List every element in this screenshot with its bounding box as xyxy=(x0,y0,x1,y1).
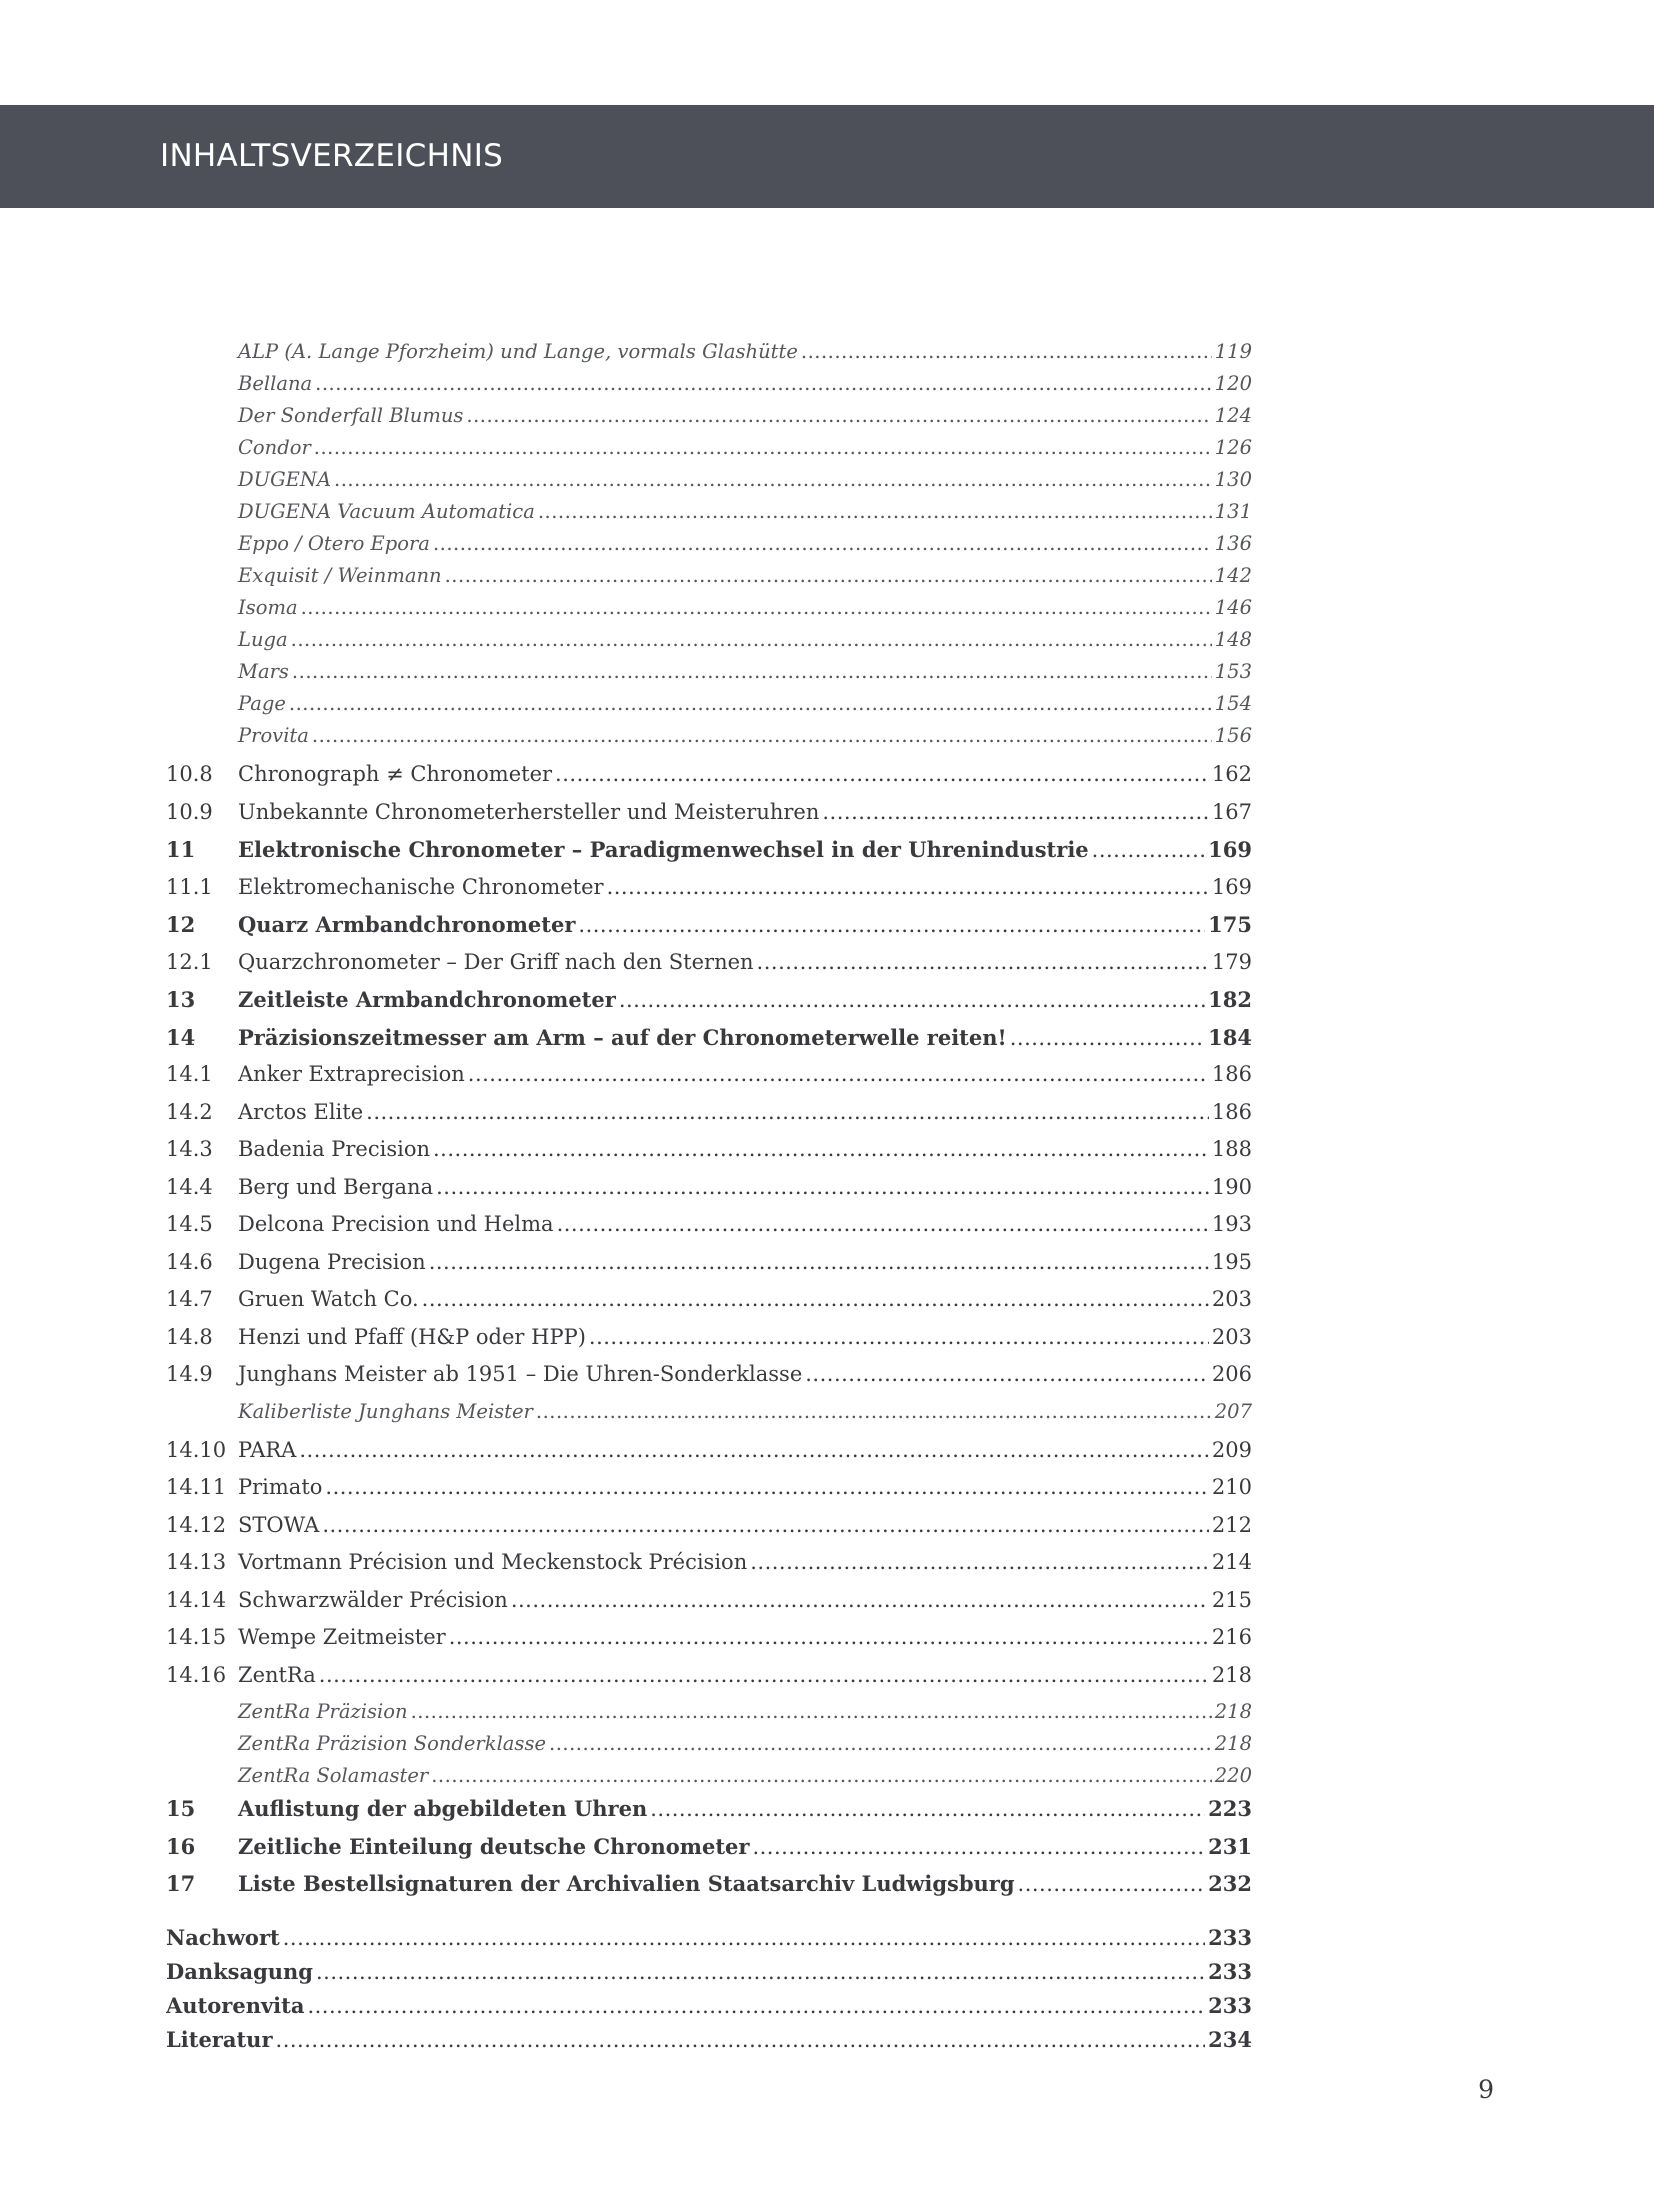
toc-entry-title: Junghans Meister ab 1951 – Die Uhren-Sonderklasse xyxy=(238,1362,803,1386)
dot-leader xyxy=(312,724,1212,747)
toc-page-number: 234 xyxy=(1208,2026,1252,2052)
toc-page-number: 131 xyxy=(1214,500,1252,523)
dot-leader xyxy=(307,1994,1205,2018)
toc-entry[interactable] xyxy=(166,1325,1252,1363)
toc-subentry[interactable] xyxy=(166,372,1252,404)
dot-leader xyxy=(334,468,1212,491)
toc-chapter-entry[interactable] xyxy=(166,1834,1252,1872)
toc-entry-title: Vortmann Précision und Meckenstock Précision xyxy=(238,1550,748,1574)
toc-entry-title: Dugena Precision xyxy=(238,1249,426,1274)
toc-entry-number: 14.2 xyxy=(166,1099,213,1124)
dot-leader xyxy=(557,1212,1209,1236)
page-number: 9 xyxy=(1478,2075,1494,2104)
toc-page-number: 220 xyxy=(1214,1764,1252,1787)
toc-page-number: 142 xyxy=(1214,564,1252,587)
dot-leader xyxy=(449,1625,1209,1649)
dot-leader xyxy=(650,1797,1205,1821)
toc-entry[interactable] xyxy=(166,875,1252,913)
toc-entry-number: 14.16 xyxy=(166,1662,227,1687)
toc-entry-number: 12 xyxy=(166,912,196,937)
dot-leader xyxy=(619,988,1205,1012)
toc-subentry-title: Eppo / Otero Epora xyxy=(238,532,430,555)
toc-entry-number: 12.1 xyxy=(166,949,213,974)
toc-page-number: 167 xyxy=(1211,799,1252,824)
dot-leader xyxy=(314,436,1212,459)
toc-entry-number: 16 xyxy=(166,1833,196,1859)
toc-page-number: 218 xyxy=(1211,1662,1252,1687)
toc-entry-number: 14.6 xyxy=(166,1249,213,1274)
dot-leader xyxy=(538,500,1212,523)
toc-subentry[interactable] xyxy=(166,660,1252,692)
toc-subentry[interactable] xyxy=(166,500,1252,532)
toc-entry-title: ZentRa xyxy=(238,1662,316,1687)
toc-entry-number: 14.14 xyxy=(166,1587,227,1612)
toc-page-number: 120 xyxy=(1214,372,1252,395)
dot-leader xyxy=(578,913,1205,937)
toc-entry[interactable] xyxy=(166,1287,1252,1325)
toc-entry-title: Arctos Elite xyxy=(238,1099,364,1124)
toc-entry[interactable] xyxy=(166,1175,1252,1213)
toc-entry-title: Liste Bestellsignaturen der Archivalien Staatsarchiv Ludwigsburg xyxy=(238,1871,1015,1896)
dot-leader xyxy=(291,628,1212,651)
toc-entry-number: 14.3 xyxy=(166,1137,213,1161)
toc-page-number: 209 xyxy=(1211,1437,1252,1462)
dot-leader xyxy=(366,1100,1209,1124)
toc-entry-title: Chronograph ≠ Chronometer xyxy=(238,762,553,786)
toc-subentry-title: Mars xyxy=(238,660,289,683)
dot-leader xyxy=(422,1287,1209,1311)
toc-subentry-title: ALP (A. Lange Pforzheim) und Lange, vormals Glashütte xyxy=(238,340,798,363)
dot-leader xyxy=(433,1137,1209,1161)
toc-entry-number: 11.1 xyxy=(166,874,213,899)
toc-subentry-title: ZentRa Präzision xyxy=(238,1700,408,1723)
toc-page-number: 154 xyxy=(1214,692,1252,715)
toc-entry-number: 10.8 xyxy=(166,762,213,786)
toc-entry-number: 14.4 xyxy=(166,1174,213,1199)
toc-page-number: 126 xyxy=(1214,436,1252,459)
toc-subentry[interactable] xyxy=(166,532,1252,564)
toc-page-number: 231 xyxy=(1208,1833,1252,1859)
toc-entry-title: Delcona Precision und Helma xyxy=(238,1212,554,1236)
dot-leader xyxy=(1010,1026,1205,1050)
toc-entry[interactable] xyxy=(166,1212,1252,1250)
toc-entry-title: Zeitleiste Armbandchronometer xyxy=(238,987,616,1012)
toc-entry[interactable] xyxy=(166,1438,1252,1476)
toc-page-number: 148 xyxy=(1214,628,1252,651)
dot-leader xyxy=(801,340,1212,363)
toc-chapter-entry[interactable] xyxy=(166,912,1252,950)
toc-subentry[interactable] xyxy=(166,692,1252,724)
toc-chapter-entry[interactable] xyxy=(166,1796,1252,1834)
dot-leader xyxy=(445,564,1212,587)
dot-leader xyxy=(436,1175,1209,1199)
toc-entry[interactable] xyxy=(166,1513,1252,1551)
toc-page-number: 162 xyxy=(1211,762,1252,786)
toc-entry-title: Danksagung xyxy=(166,1958,313,1984)
toc-entry-number: 14.8 xyxy=(166,1324,213,1349)
toc-entry-title: Zeitliche Einteilung deutsche Chronometer xyxy=(238,1833,750,1859)
toc-entry-title: Unbekannte Chronometerhersteller und Meisteruhren xyxy=(238,799,820,824)
table-of-contents xyxy=(166,340,1252,2061)
toc-entry-number: 14.7 xyxy=(166,1287,213,1311)
dot-leader xyxy=(555,762,1209,786)
toc-entry-title: Wempe Zeitmeister xyxy=(238,1625,446,1649)
toc-entry[interactable] xyxy=(166,1550,1252,1588)
toc-subentry-title: Condor xyxy=(238,436,311,459)
toc-subentry[interactable] xyxy=(166,564,1252,596)
toc-subentry-title: Luga xyxy=(238,628,288,651)
toc-subentry[interactable] xyxy=(166,468,1252,500)
toc-page-number: 153 xyxy=(1214,660,1252,683)
toc-page-number: 156 xyxy=(1214,724,1252,747)
toc-page-number: 203 xyxy=(1211,1324,1252,1349)
toc-subentry-title: ZentRa Präzision Sonderklasse xyxy=(238,1732,546,1755)
toc-entry[interactable] xyxy=(166,1062,1252,1100)
toc-entry-title: Elektronische Chronometer – Paradigmenwechsel in der Uhrenindustrie xyxy=(238,837,1089,862)
toc-entry[interactable] xyxy=(166,950,1252,988)
toc-page-number: 190 xyxy=(1211,1174,1252,1199)
toc-page-number: 203 xyxy=(1211,1287,1252,1311)
toc-entry-number: 14.12 xyxy=(166,1512,227,1537)
toc-page-number: 182 xyxy=(1208,987,1252,1012)
dot-leader xyxy=(301,596,1212,619)
toc-chapter-entry[interactable] xyxy=(166,987,1252,1025)
toc-entry[interactable] xyxy=(166,1663,1252,1701)
toc-page-number: 233 xyxy=(1208,1958,1252,1984)
toc-page-number: 206 xyxy=(1211,1362,1252,1386)
toc-entry-title: Literatur xyxy=(166,2026,273,2052)
toc-entry-title: PARA xyxy=(238,1437,297,1462)
toc-subentry-title: DUGENA xyxy=(238,468,332,491)
toc-page-number: 214 xyxy=(1211,1550,1252,1574)
dot-leader xyxy=(319,1663,1209,1687)
toc-entry-title: Präzisionszeitmesser am Arm – auf der Chronometerwelle reiten! xyxy=(238,1024,1007,1050)
dot-leader xyxy=(276,2028,1206,2052)
toc-page-number: 136 xyxy=(1214,532,1252,555)
toc-subentry-title: Provita xyxy=(238,724,309,747)
toc-entry[interactable] xyxy=(166,1100,1252,1138)
toc-page-number: 169 xyxy=(1211,874,1252,899)
toc-page-number: 186 xyxy=(1211,1062,1252,1086)
dot-leader xyxy=(466,404,1211,427)
toc-entry-title: Quarz Armbandchronometer xyxy=(238,912,576,937)
toc-back-matter-entry[interactable] xyxy=(166,2027,1252,2061)
toc-entry[interactable] xyxy=(166,1137,1252,1175)
toc-entry[interactable] xyxy=(166,762,1252,800)
toc-page-number: 130 xyxy=(1214,468,1252,491)
toc-page-number: 210 xyxy=(1211,1475,1252,1499)
toc-page-number: 233 xyxy=(1208,1992,1252,2018)
dot-leader xyxy=(757,950,1209,974)
toc-entry[interactable] xyxy=(166,1362,1252,1400)
toc-entry-title: Primato xyxy=(238,1475,323,1499)
header-bar xyxy=(0,105,1654,208)
toc-entry-number: 14.10 xyxy=(166,1437,227,1462)
toc-back-matter-entry[interactable] xyxy=(166,1959,1252,1993)
toc-entry-number: 15 xyxy=(166,1796,196,1821)
toc-page-number: 175 xyxy=(1208,912,1252,937)
toc-entry[interactable] xyxy=(166,1250,1252,1288)
toc-entry-title: Gruen Watch Co. xyxy=(238,1287,419,1311)
toc-entry-number: 14.15 xyxy=(166,1625,227,1649)
toc-entry[interactable] xyxy=(166,800,1252,838)
dot-leader xyxy=(805,1362,1209,1386)
toc-subentry[interactable] xyxy=(166,1400,1252,1438)
toc-page-number: 184 xyxy=(1208,1024,1252,1050)
toc-entry-number: 14.13 xyxy=(166,1550,227,1574)
dot-leader xyxy=(589,1325,1209,1349)
dot-leader xyxy=(1018,1872,1206,1896)
toc-subentry-title: DUGENA Vacuum Automatica xyxy=(238,500,535,523)
toc-entry-title: Elektromechanische Chronometer xyxy=(238,874,604,899)
toc-entry-title: Quarzchronometer – Der Griff nach den Sternen xyxy=(238,949,754,974)
toc-entry-number: 14.11 xyxy=(166,1475,227,1499)
toc-subentry-title: Kaliberliste Junghans Meister xyxy=(238,1399,533,1423)
dot-leader xyxy=(433,532,1212,555)
toc-page-number: 193 xyxy=(1211,1212,1252,1236)
dot-leader xyxy=(822,800,1209,824)
toc-page-number: 218 xyxy=(1214,1700,1252,1723)
toc-page-number: 233 xyxy=(1208,1924,1252,1950)
toc-back-matter-entry[interactable] xyxy=(166,1993,1252,2027)
toc-page-number: 179 xyxy=(1211,949,1252,974)
toc-subentry-title: Bellana xyxy=(238,372,313,395)
toc-subentry[interactable] xyxy=(166,404,1252,436)
toc-entry-title: Berg und Bergana xyxy=(238,1174,434,1199)
toc-page-number: 188 xyxy=(1211,1137,1252,1161)
toc-entry[interactable] xyxy=(166,1475,1252,1513)
dot-leader xyxy=(411,1700,1212,1723)
toc-page-number: 124 xyxy=(1214,404,1252,427)
dot-leader xyxy=(511,1588,1209,1612)
toc-subentry-title: ZentRa Solamaster xyxy=(238,1764,429,1787)
toc-entry[interactable] xyxy=(166,1625,1252,1663)
dot-leader xyxy=(289,692,1212,715)
dot-leader xyxy=(1092,838,1206,862)
toc-subentry[interactable] xyxy=(166,628,1252,660)
toc-page-number: 223 xyxy=(1208,1796,1252,1821)
toc-entry-number: 14 xyxy=(166,1024,196,1050)
toc-entry[interactable] xyxy=(166,1588,1252,1626)
toc-entry-title: Auflistung der abgebildeten Uhren xyxy=(238,1796,648,1821)
toc-entry-title: Henzi und Pfaff (H&P oder HPP) xyxy=(238,1324,586,1349)
dot-leader xyxy=(316,1960,1205,1984)
toc-entry-number: 14.5 xyxy=(166,1212,213,1236)
toc-chapter-entry[interactable] xyxy=(166,837,1252,875)
toc-page-number: 186 xyxy=(1211,1099,1252,1124)
dot-leader xyxy=(750,1550,1209,1574)
toc-entry-number: 10.9 xyxy=(166,799,213,824)
toc-subentry[interactable] xyxy=(166,596,1252,628)
dot-leader xyxy=(325,1475,1209,1499)
toc-page-number: 207 xyxy=(1214,1399,1252,1423)
toc-entry-title: Badenia Precision xyxy=(238,1137,430,1161)
dot-leader xyxy=(283,1926,1205,1950)
toc-page-number: 216 xyxy=(1211,1625,1252,1649)
dot-leader xyxy=(752,1835,1205,1859)
dot-leader xyxy=(299,1438,1209,1462)
toc-entry-number: 17 xyxy=(166,1871,196,1896)
toc-subentry[interactable] xyxy=(166,1700,1252,1732)
toc-page-number: 146 xyxy=(1214,596,1252,619)
toc-page-number: 169 xyxy=(1208,837,1252,862)
toc-entry-number: 13 xyxy=(166,987,196,1012)
toc-chapter-entry[interactable] xyxy=(166,1871,1252,1909)
toc-entry-number: 14.9 xyxy=(166,1362,213,1386)
dot-leader xyxy=(468,1062,1209,1086)
dot-leader xyxy=(429,1250,1209,1274)
toc-subentry[interactable] xyxy=(166,1732,1252,1764)
toc-subentry-title: Page xyxy=(238,692,286,715)
toc-entry-number: 14.1 xyxy=(166,1062,213,1086)
dot-leader xyxy=(292,660,1212,683)
dot-leader xyxy=(536,1400,1212,1423)
toc-subentry-title: Isoma xyxy=(238,596,298,619)
toc-subentry[interactable] xyxy=(166,724,1252,756)
toc-entry-title: Nachwort xyxy=(166,1924,280,1950)
toc-subentry-title: Exquisit / Weinmann xyxy=(238,564,442,587)
toc-subentry[interactable] xyxy=(166,1764,1252,1796)
dot-leader xyxy=(431,1764,1212,1787)
toc-subentry-title: Der Sonderfall Blumus xyxy=(238,404,464,427)
toc-entry-title: STOWA xyxy=(238,1512,320,1537)
toc-entry-title: Schwarzwälder Précision xyxy=(238,1587,508,1612)
toc-page-number: 212 xyxy=(1211,1512,1252,1537)
toc-page-number: 195 xyxy=(1211,1249,1252,1274)
toc-entry-title: Autorenvita xyxy=(166,1992,305,2018)
toc-page-number: 232 xyxy=(1208,1871,1252,1896)
toc-page-number: 218 xyxy=(1214,1732,1252,1755)
toc-entry-number: 11 xyxy=(166,837,196,862)
toc-page-number: 215 xyxy=(1211,1587,1252,1612)
toc-chapter-entry[interactable] xyxy=(166,1025,1252,1063)
dot-leader xyxy=(315,372,1212,395)
toc-entry-title: Anker Extraprecision xyxy=(238,1062,465,1086)
toc-subentry[interactable] xyxy=(166,340,1252,372)
dot-leader xyxy=(607,875,1209,899)
toc-back-matter-entry[interactable] xyxy=(166,1925,1252,1959)
page-title: INHALTSVERZEICHNIS xyxy=(160,138,504,174)
toc-page-number: 119 xyxy=(1214,340,1252,363)
dot-leader xyxy=(549,1732,1212,1755)
toc-subentry[interactable] xyxy=(166,436,1252,468)
dot-leader xyxy=(322,1513,1209,1537)
